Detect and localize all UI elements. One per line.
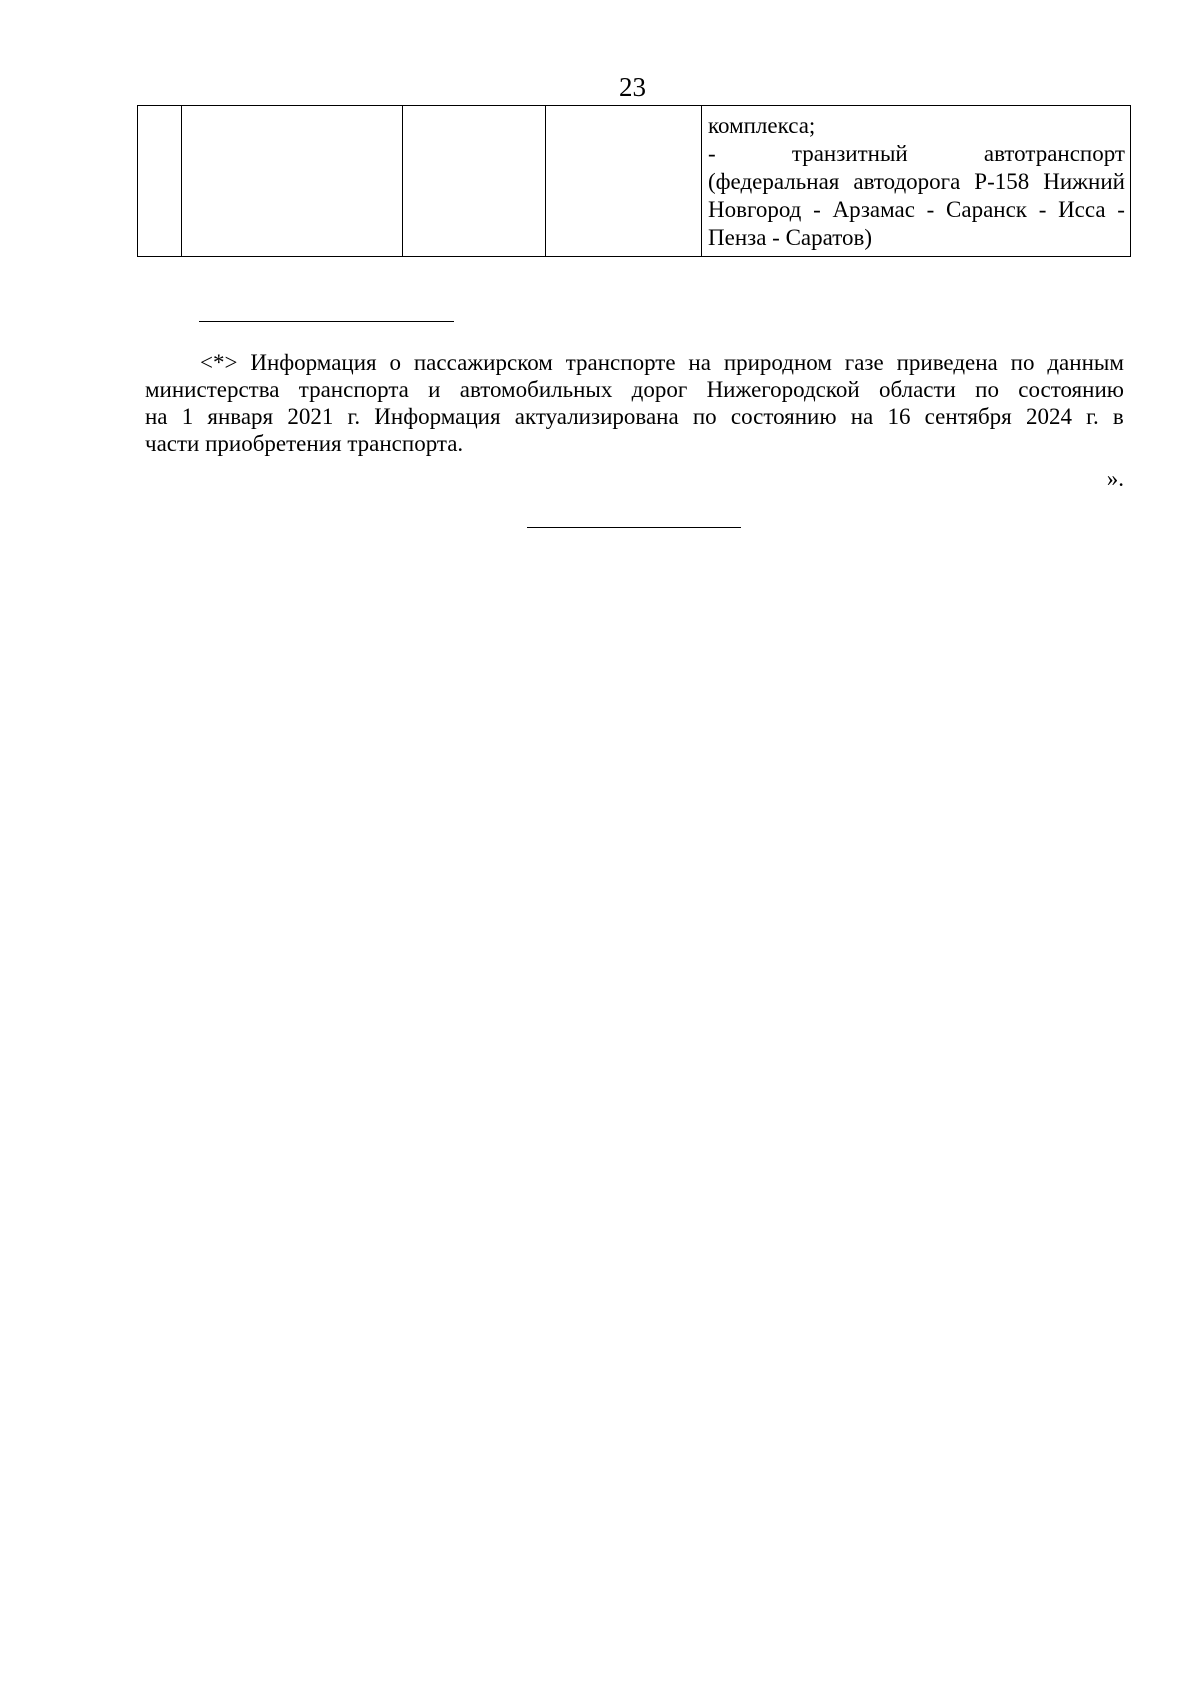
word: сентября bbox=[924, 404, 1012, 429]
word: автотранспорт bbox=[983, 141, 1125, 166]
word: и bbox=[428, 377, 441, 402]
word: области bbox=[878, 377, 956, 402]
word: Нижний bbox=[1043, 169, 1125, 194]
word: г. bbox=[1086, 404, 1099, 429]
cell-text-line: комплекса; bbox=[708, 113, 816, 138]
word: на bbox=[145, 404, 168, 429]
table-cell-3 bbox=[403, 106, 546, 257]
word: - bbox=[708, 141, 716, 166]
word: г. bbox=[347, 404, 361, 429]
table-cell-number bbox=[138, 106, 182, 257]
word: Информация bbox=[374, 404, 501, 429]
word: 1 bbox=[181, 404, 194, 429]
end-separator bbox=[527, 527, 741, 528]
word: актуализирована bbox=[514, 404, 679, 429]
word: на bbox=[850, 404, 874, 429]
word: Нижегородской bbox=[706, 377, 860, 402]
table-cell-4 bbox=[546, 106, 702, 257]
word: данным bbox=[1047, 350, 1124, 375]
word: дорог bbox=[631, 377, 688, 402]
cell-text-line: Пенза - Саратов) bbox=[708, 225, 873, 250]
footnote-line bbox=[145, 403, 1124, 430]
word: Р-158 bbox=[974, 169, 1030, 194]
word: (федеральная bbox=[708, 169, 840, 194]
word: о bbox=[389, 350, 401, 375]
table-row bbox=[138, 106, 1131, 257]
footnote-line: части приобретения транспорта. bbox=[145, 431, 464, 456]
closing-quote-mark: ». bbox=[1106, 466, 1124, 491]
word: - bbox=[1038, 197, 1047, 222]
word: 2021 bbox=[287, 404, 334, 429]
word: Информация bbox=[250, 350, 377, 375]
word: Саранск bbox=[946, 197, 1027, 222]
word: - bbox=[813, 197, 821, 222]
word: Арзамас bbox=[832, 197, 915, 222]
word: января bbox=[207, 404, 274, 429]
footnote bbox=[145, 349, 1124, 457]
word: <*> bbox=[200, 350, 238, 375]
word: - bbox=[926, 197, 935, 222]
table-cell-2 bbox=[182, 106, 403, 257]
word: Исса bbox=[1058, 197, 1106, 222]
word: транзитный bbox=[791, 141, 908, 166]
word: приведена bbox=[896, 350, 998, 375]
word: пассажирском bbox=[413, 350, 553, 375]
page-number: 23 bbox=[619, 72, 646, 102]
word: по bbox=[975, 377, 999, 402]
word: состоянию bbox=[1018, 377, 1124, 402]
word: в bbox=[1112, 404, 1124, 429]
word: 2024 bbox=[1025, 404, 1072, 429]
cell-text-line bbox=[708, 140, 1125, 168]
cell-text-line bbox=[708, 196, 1125, 224]
footnote-separator bbox=[199, 321, 454, 322]
footnote-line bbox=[145, 376, 1124, 403]
word: Новгород bbox=[708, 197, 802, 222]
continuation-table bbox=[137, 105, 1131, 257]
cell-text-line bbox=[708, 168, 1125, 196]
word: на bbox=[688, 350, 711, 375]
word: транспорта bbox=[298, 377, 409, 402]
word: - bbox=[1117, 197, 1125, 222]
word: транспорте bbox=[565, 350, 676, 375]
word: автодорога bbox=[853, 169, 961, 194]
word: 16 bbox=[887, 404, 911, 429]
word: газе bbox=[844, 350, 884, 375]
word: состоянию bbox=[730, 404, 837, 429]
word: по bbox=[1010, 350, 1035, 375]
word: министерства bbox=[145, 377, 280, 402]
word: природном bbox=[723, 350, 832, 375]
footnote-line bbox=[145, 349, 1124, 376]
table-cell-description bbox=[702, 106, 1131, 257]
word: автомобильных bbox=[459, 377, 613, 402]
word: по bbox=[692, 404, 717, 429]
